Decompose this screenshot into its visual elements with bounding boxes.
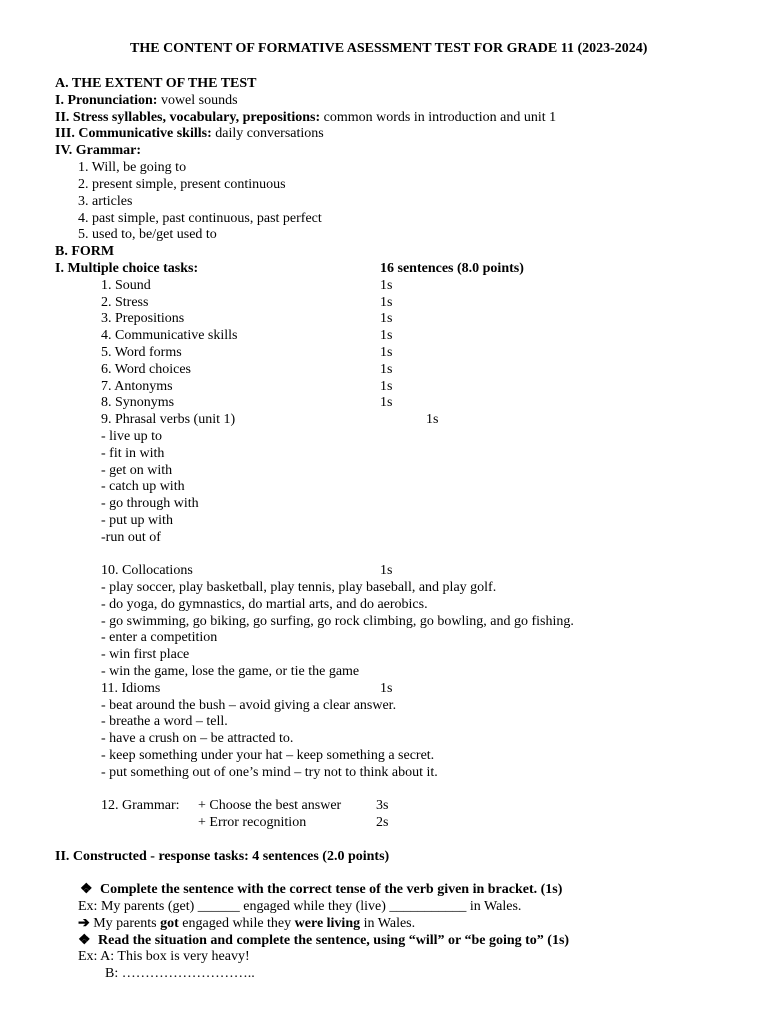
mc-item-name: 2. Stress: [101, 295, 149, 310]
arrow-icon: ➔: [78, 916, 90, 931]
grammar-part: + Error recognition: [198, 815, 307, 830]
extent-item: [55, 109, 556, 126]
mc-item-score: 1s: [380, 345, 393, 360]
mc-item-score: 1s: [380, 395, 393, 410]
phrasal-verb: - catch up with: [101, 479, 185, 494]
section-a-heading: A. THE EXTENT OF THE TEST: [55, 76, 257, 91]
extent-label: III. Communicative skills:: [55, 126, 212, 141]
mc-item-name: 3. Prepositions: [101, 311, 185, 326]
extent-label: IV. Grammar:: [55, 143, 142, 158]
task1-heading-text: Complete the sentence with the correct tense of the verb given in bracket. (1s): [100, 882, 563, 897]
extent-label: I. Pronunciation:: [55, 93, 158, 108]
answer-text: My parents: [89, 916, 161, 931]
constructed-heading: II. Constructed - response tasks: 4 sentences (2.0 points): [55, 849, 390, 864]
mc-count: 16 sentences (8.0 points): [380, 261, 524, 276]
collocation-line: - do yoga, do gymnastics, do martial arts, and do aerobics.: [101, 597, 428, 612]
extent-item: [55, 125, 324, 142]
collocation-line: - play soccer, play basketball, play tennis, play baseball, and play golf.: [101, 580, 497, 595]
mc-item-score: 1s: [380, 379, 393, 394]
idiom-line: - beat around the bush – avoid giving a clear answer.: [101, 698, 397, 713]
extent-item: [55, 142, 141, 159]
mc-item-score: 1s: [380, 295, 393, 310]
grammar-part-score: 2s: [376, 815, 389, 830]
mc-item-score: 1s: [380, 278, 393, 293]
idiom-line: - breathe a word – tell.: [101, 714, 228, 729]
mc-item-score: 1s: [380, 328, 393, 343]
extent-text: daily conversations: [211, 126, 324, 141]
idiom-line: - have a crush on – be attracted to.: [101, 731, 294, 746]
extent-item: [55, 92, 238, 109]
grammar-topic: 4. past simple, past continuous, past perfect: [78, 211, 322, 226]
mc-item-name: 9. Phrasal verbs (unit 1): [101, 412, 236, 427]
collocation-line: - enter a competition: [101, 630, 218, 645]
answer-text: in Wales.: [360, 916, 416, 931]
task2-heading: [78, 932, 569, 949]
diamond-bullet-icon: ❖: [78, 933, 91, 948]
mc-item-name: 5. Word forms: [101, 345, 182, 360]
extent-text: vowel sounds: [157, 93, 238, 108]
answer-verb: were living: [294, 916, 361, 931]
collocation-line: - win the game, lose the game, or tie the game: [101, 664, 360, 679]
mc-item-name: 6. Word choices: [101, 362, 191, 377]
task2-example-a: Ex: A: This box is very heavy!: [78, 949, 250, 964]
mc-item-score: 1s: [380, 362, 393, 377]
document-title: THE CONTENT OF FORMATIVE ASESSMENT TEST FOR GRADE 11 (2023-2024): [130, 41, 648, 56]
extent-text: common words in introduction and unit 1: [320, 110, 557, 125]
mc-item-name: 10. Collocations: [101, 563, 193, 578]
mc-item-name: 11. Idioms: [101, 681, 161, 696]
answer-text: engaged while they: [178, 916, 295, 931]
phrasal-verb: - put up with: [101, 513, 173, 528]
mc-item-score: 1s: [380, 681, 393, 696]
mc-item-name: 4. Communicative skills: [101, 328, 238, 343]
extent-label: II. Stress syllables, vocabulary, prepositions:: [55, 110, 321, 125]
mc-item-score: 1s: [426, 412, 439, 427]
answer-verb: got: [160, 916, 179, 931]
mc-item-score: 1s: [380, 563, 393, 578]
phrasal-verb: - fit in with: [101, 446, 165, 461]
task1-answer: [78, 915, 415, 932]
mc-label: I. Multiple choice tasks:: [55, 261, 199, 276]
mc-item-name: 7. Antonyms: [101, 379, 173, 394]
grammar-part-score: 3s: [376, 798, 389, 813]
grammar-topic: 2. present simple, present continuous: [78, 177, 286, 192]
task2-example-b: B: ………………………..: [105, 966, 255, 981]
section-b-heading: B. FORM: [55, 244, 115, 259]
collocation-line: - go swimming, go biking, go surfing, go rock climbing, go bowling, and go fishing.: [101, 614, 574, 629]
task1-example: Ex: My parents (get) ______ engaged while they (live) ___________ in Wales.: [78, 899, 522, 914]
mc-item-name: 1. Sound: [101, 278, 151, 293]
grammar-item-name: 12. Grammar:: [101, 798, 180, 813]
grammar-part: + Choose the best answer: [198, 798, 342, 813]
phrasal-verb: - go through with: [101, 496, 199, 511]
idiom-line: - put something out of one’s mind – try not to think about it.: [101, 765, 438, 780]
diamond-bullet-icon: ❖: [80, 882, 93, 897]
mc-item-score: 1s: [380, 311, 393, 326]
phrasal-verb: - get on with: [101, 463, 173, 478]
collocation-line: - win first place: [101, 647, 190, 662]
grammar-topic: 5. used to, be/get used to: [78, 227, 217, 242]
idiom-line: - keep something under your hat – keep something a secret.: [101, 748, 435, 763]
grammar-topic: 1. Will, be going to: [78, 160, 187, 175]
grammar-topic: 3. articles: [78, 194, 133, 209]
phrasal-verb: -run out of: [101, 530, 161, 545]
task1-heading: [80, 881, 562, 898]
mc-item-name: 8. Synonyms: [101, 395, 175, 410]
task2-heading-text: Read the situation and complete the sentence, using “will” or “be going to” (1s): [98, 933, 570, 948]
phrasal-verb: - live up to: [101, 429, 163, 444]
